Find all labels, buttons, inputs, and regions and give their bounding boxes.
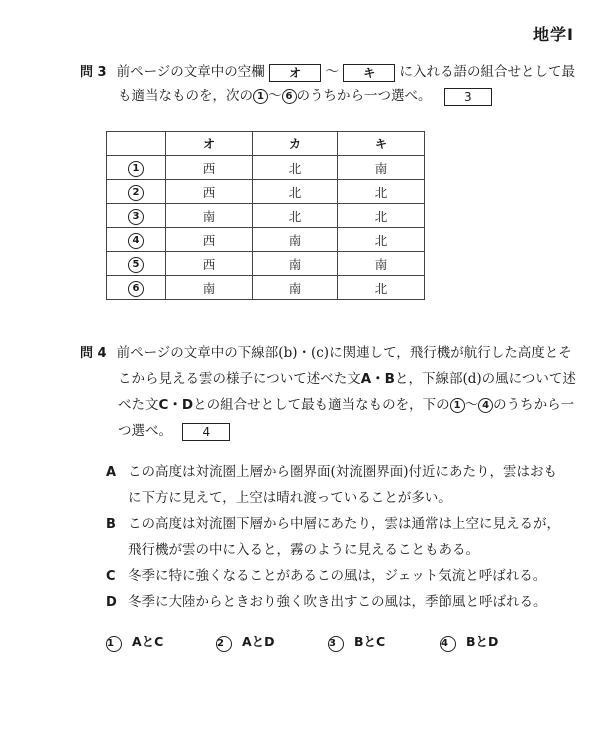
q3-text-1a: 前ページの文章中の空欄 <box>116 64 265 80</box>
q4-text-2b: と，下線部(d)の風について述 <box>394 371 576 387</box>
q3-range-tilde: 〜 <box>268 88 282 104</box>
statement-text: 冬季に特に強くなることがあるこの風は，ジェット気流と呼ばれる。 <box>128 568 547 584</box>
q3-text-1b: に入れる語の組合せとして最 <box>399 64 575 80</box>
choice-3 <box>328 632 385 652</box>
q4-text-1: 前ページの文章中の下線部(b)・(c)に関連して，飛行機が航行した高度とそ <box>116 345 572 361</box>
row-number <box>107 252 166 276</box>
q4-line-4 <box>118 421 230 441</box>
table-row <box>107 204 425 228</box>
choice-text: BとD <box>466 634 499 649</box>
table-cell: 西 <box>166 180 253 204</box>
q4-text-3c: のうちから一 <box>493 397 575 413</box>
choice-text: BとC <box>354 634 386 649</box>
row-number <box>107 276 166 300</box>
q3-line-2 <box>118 86 492 106</box>
choice-text: AとD <box>242 634 275 649</box>
q4-text-3b: との組合せとして最も適当なものを，下の <box>193 397 450 413</box>
q3-options-table <box>106 131 425 300</box>
q4-range-start: 1 <box>450 398 465 413</box>
q3-number: 問 3 <box>80 65 107 80</box>
q4-number: 問 4 <box>80 346 107 361</box>
table-header-row <box>107 132 425 156</box>
table-header-cell: キ <box>338 132 425 156</box>
statement-text: この高度は対流圏上層から圏界面(対流圏界面)付近にあたり，雲はおも <box>128 464 558 480</box>
q3-blank-start: オ <box>269 64 321 82</box>
circled-number: 2 <box>128 185 144 201</box>
table-cell: 南 <box>253 276 338 300</box>
q4-range-tilde: 〜 <box>464 397 479 413</box>
q4-text-2a: こから見える雲の様子について述べた文 <box>118 371 361 387</box>
table-cell: 南 <box>166 204 253 228</box>
statement-text: 飛行機が雲の中に入ると，霧のように見えることもある。 <box>128 542 479 558</box>
choice-1 <box>106 632 163 652</box>
table-cell: 南 <box>253 228 338 252</box>
statement-c <box>106 566 546 587</box>
choice-4 <box>440 632 498 652</box>
table-cell: 北 <box>338 276 425 300</box>
table-cell: 南 <box>338 156 425 180</box>
q3-line-1 <box>80 62 575 83</box>
row-number <box>107 156 166 180</box>
q3-range-end: 6 <box>282 89 297 104</box>
table-header-cell: カ <box>253 132 338 156</box>
table-cell: 北 <box>338 204 425 228</box>
q3-range-start: 1 <box>253 89 268 104</box>
table-cell: 北 <box>253 156 338 180</box>
table-cell: 南 <box>253 252 338 276</box>
q3-answer-box: 3 <box>444 88 492 106</box>
circled-number: 1 <box>128 161 144 177</box>
q3-tilde: 〜 <box>325 64 339 80</box>
circled-number: 5 <box>128 257 144 273</box>
table-cell: 西 <box>166 252 253 276</box>
choice-text: AとC <box>132 634 164 649</box>
row-number <box>107 204 166 228</box>
statement-label: A <box>106 465 117 480</box>
q4-range-end: 4 <box>478 398 493 413</box>
table-row <box>107 180 425 204</box>
table-cell: 南 <box>338 252 425 276</box>
table-cell: 北 <box>253 180 338 204</box>
table-row <box>107 252 425 276</box>
circled-number: 1 <box>106 636 122 652</box>
statement-a <box>106 462 557 483</box>
q4-answer-box: 4 <box>182 423 230 441</box>
circled-number: 2 <box>216 636 232 652</box>
statement-label: B <box>106 517 116 532</box>
table-cell: 西 <box>166 156 253 180</box>
table-cell: 西 <box>166 228 253 252</box>
statement-text: に下方に見えて，上空は晴れ渡っていることが多い。 <box>128 490 452 506</box>
q4-line-1 <box>80 343 572 364</box>
q3-blank-end: キ <box>343 64 395 82</box>
statement-text: この高度は対流圏下層から中層にあたり，雲は通常は上空に見えるが， <box>128 516 560 532</box>
table-cell: 北 <box>338 228 425 252</box>
circled-number: 6 <box>128 281 144 297</box>
table-header-cell <box>107 132 166 156</box>
q4-line-3 <box>118 395 574 415</box>
subject-title: 地学Ⅰ <box>533 25 574 44</box>
row-number <box>107 228 166 252</box>
choice-2 <box>216 632 275 652</box>
q4-statements-cd: C・D <box>158 397 194 413</box>
q4-statements-ab: A・B <box>360 371 395 387</box>
statement-label: C <box>106 569 116 584</box>
statement-b-cont <box>128 540 479 560</box>
table-row <box>107 156 425 180</box>
table-cell: 北 <box>338 180 425 204</box>
row-number <box>107 180 166 204</box>
q4-line-2 <box>118 369 576 389</box>
table-cell: 南 <box>166 276 253 300</box>
statement-label: D <box>106 595 117 610</box>
statement-d <box>106 592 547 613</box>
circled-number: 4 <box>128 233 144 249</box>
statement-a-cont <box>128 488 452 508</box>
q3-text-2b: のうちから一つ選べ。 <box>296 88 432 104</box>
q4-text-4: つ選べ。 <box>118 423 172 439</box>
table-cell: 北 <box>253 204 338 228</box>
q4-text-3a: べた文 <box>118 397 159 413</box>
table-row <box>107 276 425 300</box>
statement-text: 冬季に大陸からときおり強く吹き出すこの風は，季節風と呼ばれる。 <box>128 594 547 610</box>
statement-b <box>106 514 560 535</box>
circled-number: 4 <box>440 636 456 652</box>
table-header-cell: オ <box>166 132 253 156</box>
circled-number: 3 <box>328 636 344 652</box>
circled-number: 3 <box>128 209 144 225</box>
table-row <box>107 228 425 252</box>
q3-text-2a: も適当なものを，次の <box>118 88 253 104</box>
